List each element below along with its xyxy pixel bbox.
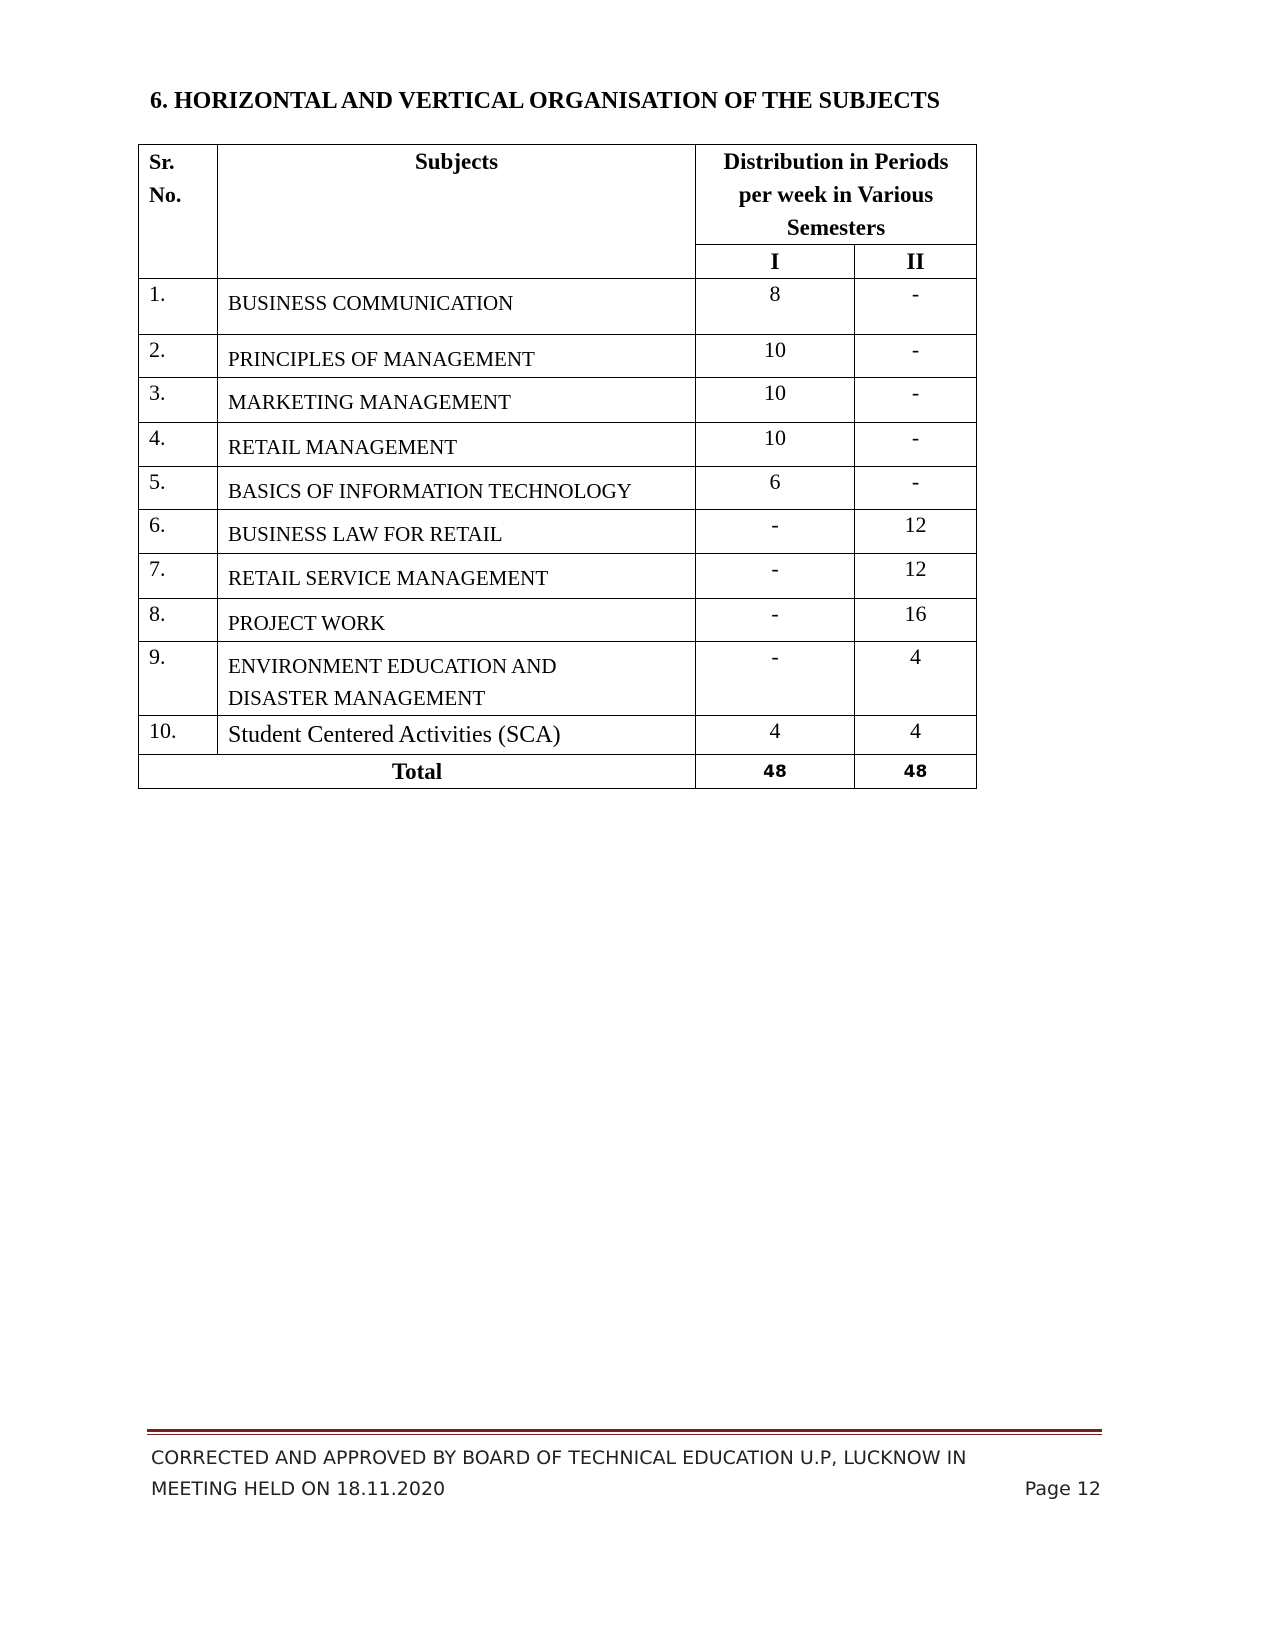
- table-row: [139, 423, 977, 467]
- table-row: [139, 335, 977, 378]
- semester-2-cell: 12: [855, 554, 977, 599]
- total-row: [139, 755, 977, 789]
- semester-2-cell: 4: [855, 716, 977, 755]
- semester-1-cell: -: [696, 510, 855, 554]
- subject-cell: BUSINESS LAW FOR RETAIL: [218, 510, 696, 554]
- semester-1-cell: 10: [696, 378, 855, 423]
- sr-no-cell: 5.: [139, 467, 218, 510]
- sr-no-cell: 4.: [139, 423, 218, 467]
- semester-2-cell: -: [855, 467, 977, 510]
- header-semester-2: II: [855, 245, 977, 279]
- subject-cell: ENVIRONMENT EDUCATION AND DISASTER MANAGEMENT: [218, 642, 696, 716]
- semester-2-cell: -: [855, 423, 977, 467]
- header-subjects: Subjects: [218, 145, 696, 279]
- sr-no-cell: 7.: [139, 554, 218, 599]
- semester-1-cell: 10: [696, 335, 855, 378]
- semester-2-cell: -: [855, 335, 977, 378]
- subject-cell: RETAIL MANAGEMENT: [218, 423, 696, 467]
- semester-2-cell: -: [855, 378, 977, 423]
- total-sem-1: 48: [696, 755, 855, 789]
- semester-1-cell: 4: [696, 716, 855, 755]
- table-row: [139, 642, 977, 716]
- subject-cell: Student Centered Activities (SCA): [218, 716, 696, 755]
- subject-cell: BASICS OF INFORMATION TECHNOLOGY: [218, 467, 696, 510]
- table-row: [139, 378, 977, 423]
- table-row: [139, 467, 977, 510]
- subject-cell: RETAIL SERVICE MANAGEMENT: [218, 554, 696, 599]
- sr-no-cell: 1.: [139, 279, 218, 335]
- subjects-table: [138, 144, 977, 789]
- semester-2-cell: -: [855, 279, 977, 335]
- semester-1-cell: 10: [696, 423, 855, 467]
- semester-2-cell: 12: [855, 510, 977, 554]
- sr-no-cell: 10.: [139, 716, 218, 755]
- footer-line-1: CORRECTED AND APPROVED BY BOARD OF TECHNICAL EDUCATION U.P, LUCKNOW IN: [151, 1447, 967, 1469]
- semester-1-cell: 8: [696, 279, 855, 335]
- semester-2-cell: 4: [855, 642, 977, 716]
- sr-no-cell: 9.: [139, 642, 218, 716]
- table-row: [139, 716, 977, 755]
- header-semester-1: I: [696, 245, 855, 279]
- footer: [151, 1443, 1101, 1505]
- table-row: [139, 599, 977, 642]
- sr-no-cell: 8.: [139, 599, 218, 642]
- total-sem-2: 48: [855, 755, 977, 789]
- table-row: [139, 279, 977, 335]
- subject-cell: MARKETING MANAGEMENT: [218, 378, 696, 423]
- semester-1-cell: 6: [696, 467, 855, 510]
- footer-divider: [147, 1429, 1102, 1432]
- footer-line-2: MEETING HELD ON 18.11.2020: [151, 1478, 446, 1500]
- semester-1-cell: -: [696, 642, 855, 716]
- sr-no-cell: 6.: [139, 510, 218, 554]
- table-row: [139, 510, 977, 554]
- subject-cell: PROJECT WORK: [218, 599, 696, 642]
- total-label: Total: [139, 755, 696, 789]
- header-distribution: Distribution in Periods per week in Various Semesters: [696, 145, 977, 245]
- footer-divider-thin: [147, 1434, 1102, 1435]
- semester-1-cell: -: [696, 599, 855, 642]
- subject-cell: BUSINESS COMMUNICATION: [218, 279, 696, 335]
- table-row: [139, 554, 977, 599]
- page-number: Page 12: [1024, 1478, 1101, 1500]
- subject-cell: PRINCIPLES OF MANAGEMENT: [218, 335, 696, 378]
- semester-2-cell: 16: [855, 599, 977, 642]
- semester-1-cell: -: [696, 554, 855, 599]
- section-heading: 6. HORIZONTAL AND VERTICAL ORGANISATION OF THE SUBJECTS: [150, 88, 941, 114]
- header-sr-no: Sr. No.: [139, 145, 218, 279]
- sr-no-cell: 3.: [139, 378, 218, 423]
- sr-no-cell: 2.: [139, 335, 218, 378]
